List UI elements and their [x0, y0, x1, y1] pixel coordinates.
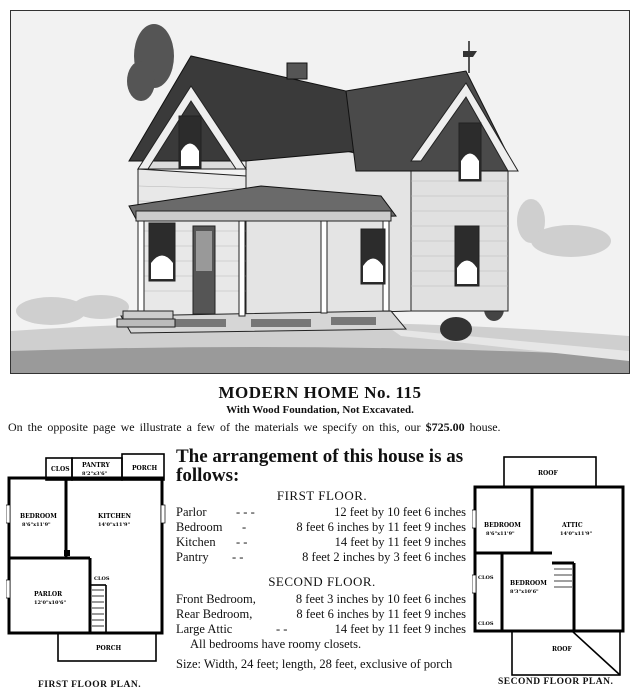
home-subtitle: With Wood Foundation, Not Excavated.	[226, 404, 414, 416]
room-name: Bedroom	[176, 520, 223, 534]
clos-a-label: CLOS	[478, 575, 494, 581]
second-floor-plan-caption: SECOND FLOOR PLAN.	[498, 677, 614, 687]
parlor-dim: 12'0"x10'6"	[34, 600, 67, 606]
kitchen-dim: 14'0"x11'9"	[98, 522, 131, 528]
bedroom-label: BEDROOM	[20, 513, 57, 520]
room-size: 8 feet 3 inches by 10 feet 6 inches	[295, 592, 466, 606]
room-row	[176, 607, 466, 623]
pantry-label: PANTRY	[82, 462, 110, 469]
clos-label: CLOS	[51, 466, 70, 473]
attic-dim: 14'0"x11'9"	[560, 531, 593, 537]
house-illustration	[10, 10, 630, 374]
closets-note: All bedrooms have roomy closets.	[190, 637, 362, 651]
first-floor-plan-drawing	[6, 450, 172, 680]
first-floor-plan-caption: FIRST FLOOR PLAN.	[38, 680, 142, 690]
first-floor-label: FIRST FLOOR.	[276, 488, 368, 503]
roof-top-label: ROOF	[538, 470, 558, 477]
clos2-label: CLOS	[94, 576, 110, 582]
room-row	[176, 505, 466, 521]
second-floor-plan-drawing	[472, 455, 630, 681]
room-dashes: -	[242, 520, 247, 534]
room-size: 14 feet by 11 feet 9 inches	[334, 535, 466, 549]
clos-b-label: CLOS	[478, 621, 494, 627]
intro-end: house.	[464, 420, 501, 434]
room-size: 12 feet by 10 feet 6 inches	[334, 505, 466, 519]
room-size: 8 feet 6 inches by 11 feet 9 inches	[296, 607, 466, 621]
room-row	[176, 550, 466, 566]
room-name: Pantry	[176, 550, 209, 564]
room-size: 8 feet 2 inches by 3 feet 6 inches	[302, 550, 466, 564]
arrangement-heading: The arrangement of this house is as follows:	[176, 446, 464, 486]
bedroom-dim: 8'6"x11'9"	[486, 531, 515, 537]
room-row	[176, 592, 466, 608]
roof-bottom-label: ROOF	[552, 646, 572, 653]
price: $725.00	[425, 420, 465, 434]
room-size: 8 feet 6 inches by 11 feet 9 inches	[296, 520, 466, 534]
home-title: MODERN HOME No. 115	[218, 383, 422, 402]
parlor-label: PARLOR	[34, 591, 63, 598]
kitchen-label: KITCHEN	[98, 513, 131, 520]
porch-top-label: PORCH	[132, 465, 158, 472]
room-name: Kitchen	[176, 535, 216, 549]
room-name: Parlor	[176, 505, 207, 519]
bedroom-dim: 8'6"x11'9"	[22, 522, 51, 528]
room-row	[176, 520, 466, 536]
intro-text: On the opposite page we illustrate a few of the materials we specify on this, our	[8, 420, 426, 434]
room-size: 14 feet by 11 feet 9 inches	[334, 622, 466, 636]
intro-paragraph	[8, 420, 633, 435]
room-row	[176, 535, 466, 551]
porch-bottom-label: PORCH	[96, 645, 122, 652]
size-note: Size: Width, 24 feet; length, 28 feet, exclusive of porch	[176, 657, 453, 671]
bedroom-label: BEDROOM	[484, 522, 521, 529]
room-name: Front Bedroom,	[176, 592, 256, 606]
room-dashes: - - -	[236, 505, 255, 519]
room-dashes: - -	[236, 535, 248, 549]
bedroom2-dim: 8'3"x10'6"	[510, 589, 539, 595]
house-drawing	[11, 11, 629, 373]
room-name: Large Attic	[176, 622, 233, 636]
attic-label: ATTIC	[562, 522, 583, 529]
room-dashes: - -	[276, 622, 288, 636]
second-floor-plan	[472, 455, 630, 687]
pantry-dim: 8'2"x3'6"	[82, 471, 108, 477]
first-floor-plan	[6, 450, 172, 690]
room-name: Rear Bedroom,	[176, 607, 253, 621]
room-row	[176, 622, 466, 638]
second-floor-label: SECOND FLOOR.	[268, 574, 376, 589]
bedroom2-label: BEDROOM	[510, 580, 547, 587]
room-dashes: - -	[232, 550, 244, 564]
